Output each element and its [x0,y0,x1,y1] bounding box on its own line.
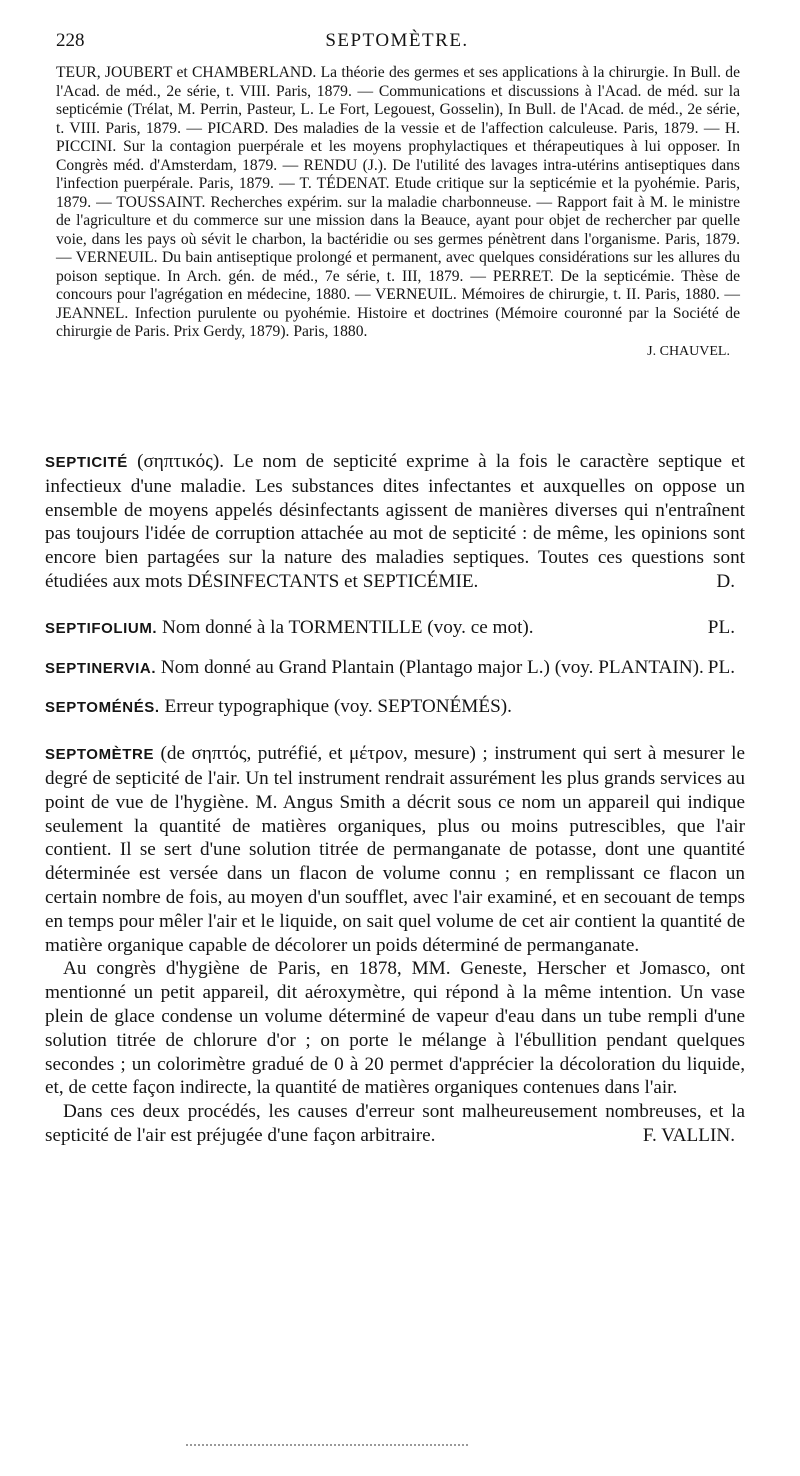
entry-septinervia-author: PL. [707,656,735,678]
entries [45,450,745,1148]
spacer [45,641,745,656]
spacer [45,680,745,695]
footer-rule [186,1444,468,1446]
entry-septometre-author: F. VALLIN. [642,1124,735,1146]
headword-septinervia: SEPTINERVIA. [45,659,157,677]
spacer [45,594,745,616]
entry-septinervia-text: Nom donné au Grand Plantain (Plantago major L.) (voy. PLANTAIN). [160,656,704,678]
headword-septometre: SEPTOMÈTRE [45,746,155,764]
entry-septomenes-text: Erreur typographique (voy. SEPTONÉMÉS). [164,696,512,718]
entry-septinervia [45,656,745,681]
entry-septomenes [45,695,745,720]
entry-septometre-text-3: Dans ces deux procédés, les causes d'erreur sont malheureusement nombreuses, et la septicité de l'air est préjugée d'une façon arbitraire. [45,1101,745,1146]
entry-septifolium [45,616,745,641]
entry-septometre-paragraph-1 [45,742,745,957]
bibliography-signature: J. CHAUVEL. [647,343,730,359]
running-title: SEPTOMÈTRE. [325,30,469,51]
bibliography-block [56,64,740,361]
entry-septifolium-text: Nom donné à la TORMENTILLE (voy. ce mot). [162,616,534,638]
entry-septometre-text-1: (de σηπτός, putréfié, et μέτρον, mesure) ; instrument qui sert à mesurer le degré de septicité de l'air. Un tel instrument rendrait assurément les plus grands services au point de vue de l'hygiène. M. Angus Smith a décrit sous ce nom un appareil qui indique seulement la quantité de matières organiques, plus ou moins putrescibles, que l'air contient. Il se sert d'une solution titrée de permanganate de potasse, dont une quantité déterminée est versée dans un flacon de volume connu ; en remplissant ce flacon un certain nombre de fois, au moyen d'un soufflet, avec l'air examiné, et en secouant de temps en temps pour mêler l'air et le liquide, on sait quel volume de cet air contient la quantité de matière organique capable de décolorer un poids déterminé de permanganate. [45,743,745,956]
entry-septifolium-author: PL. [707,616,735,638]
entry-septometre-paragraph-3 [45,1100,745,1148]
headword-septifolium: SEPTIFOLIUM. [45,619,158,637]
entry-septometre [45,742,745,1148]
bibliography-text: TEUR, JOUBERT et CHAMBERLAND. La théorie des germes et ses applications à la chirurgie. In Bull. de l'Acad. de méd., 2e série, t. VIII. Paris, 1879. — Communications et discussions à l'Acad. de méd. sur la septicémie (Trélat, M. Perrin, Pasteur, L. Le Fort, Legouest, Gosselin), In Bull. de l'Acad. de méd., 2e série, t. VIII. Paris, 1879. — PICARD. Des maladies de la vessie et de l'affection calculeuse. Paris, 1879. — H. PICCINI. Sur la contagion puerpérale et les moyens prophylactiques et thérapeutiques à lui opposer. In Congrès méd. d'Amsterdam, 1879. — RENDU (J.). De l'utilité des lavages intra-utérins antiseptiques dans l'infection puerpérale. Paris, 1879. — T. TÉDENAT. Etude critique sur la septicémie et la pyohémie. Paris, 1879. — TOUSSAINT. Recherches expérim. sur la maladie charbonneuse. — Rapport fait à M. le ministre de l'agriculture et du commerce sur une mission dans la Beauce, ayant pour objet de rechercher par quelle voie, dans les pays où sévit le charbon, la bactéridie ou ses germes pénètrent dans l'organisme. Paris, 1879. — VERNEUIL. Du bain antiseptique prolongé et permanent, avec quelques considérations sur les allures du poison septique. In Arch. gén. de méd., 7e série, t. III, 1879. — PERRET. De la septicémie. Thèse de concours pour l'agrégation en médecine, 1880. — VERNEUIL. Mémoires de chirurgie, t. II. Paris, 1880. — JEANNEL. Infection purulente ou pyohémie. Histoire et doctrines (Mémoire couronné par la Société de chirurgie de Paris. Prix Gerdy, 1879). Paris, 1880. [56,64,740,340]
entry-septicite [45,450,745,594]
entry-septicite-text: (σηπτικός). Le nom de septicité exprime à la fois le caractère septique et infectieux d'une maladie. Les substances dites infectantes et auxquelles on oppose un ensemble de moyens appelés désinfectants agissent de manières diverses qui n'entraînent pas toujours l'idée de corruption attachée au mot de septicité : de même, les opinions sont encore bien partagées sur la nature des maladies septiques. Toutes ces questions sont étudiées aux mots DÉSINFECTANTS et SEPTICÉMIE. [45,451,746,592]
headword-septomenes: SEPTOMÉNÉS. [45,699,160,717]
entry-septometre-paragraph-2: Au congrès d'hygiène de Paris, en 1878, MM. Geneste, Herscher et Jomasco, ont mentionné un petit appareil, dit aéroxymètre, qui répond à la même intention. Un vase plein de glace condense un volume déterminé de vapeur d'eau dans un tube rempli d'une solution titrée de chlorure d'or ; on porte le mélange à l'ébullition pendant quelques secondes ; un colorimètre gradué de 0 à 20 permet d'apprécier la décoloration du liquide, et, de cette façon indirecte, la quantité de matières organiques contenues dans l'air. [45,958,745,1099]
page-header [56,30,738,56]
page-number: 228 [56,30,85,51]
entry-septicite-author: D. [716,570,735,592]
spacer [45,720,745,742]
headword-septicite: SEPTICITÉ [45,454,128,471]
